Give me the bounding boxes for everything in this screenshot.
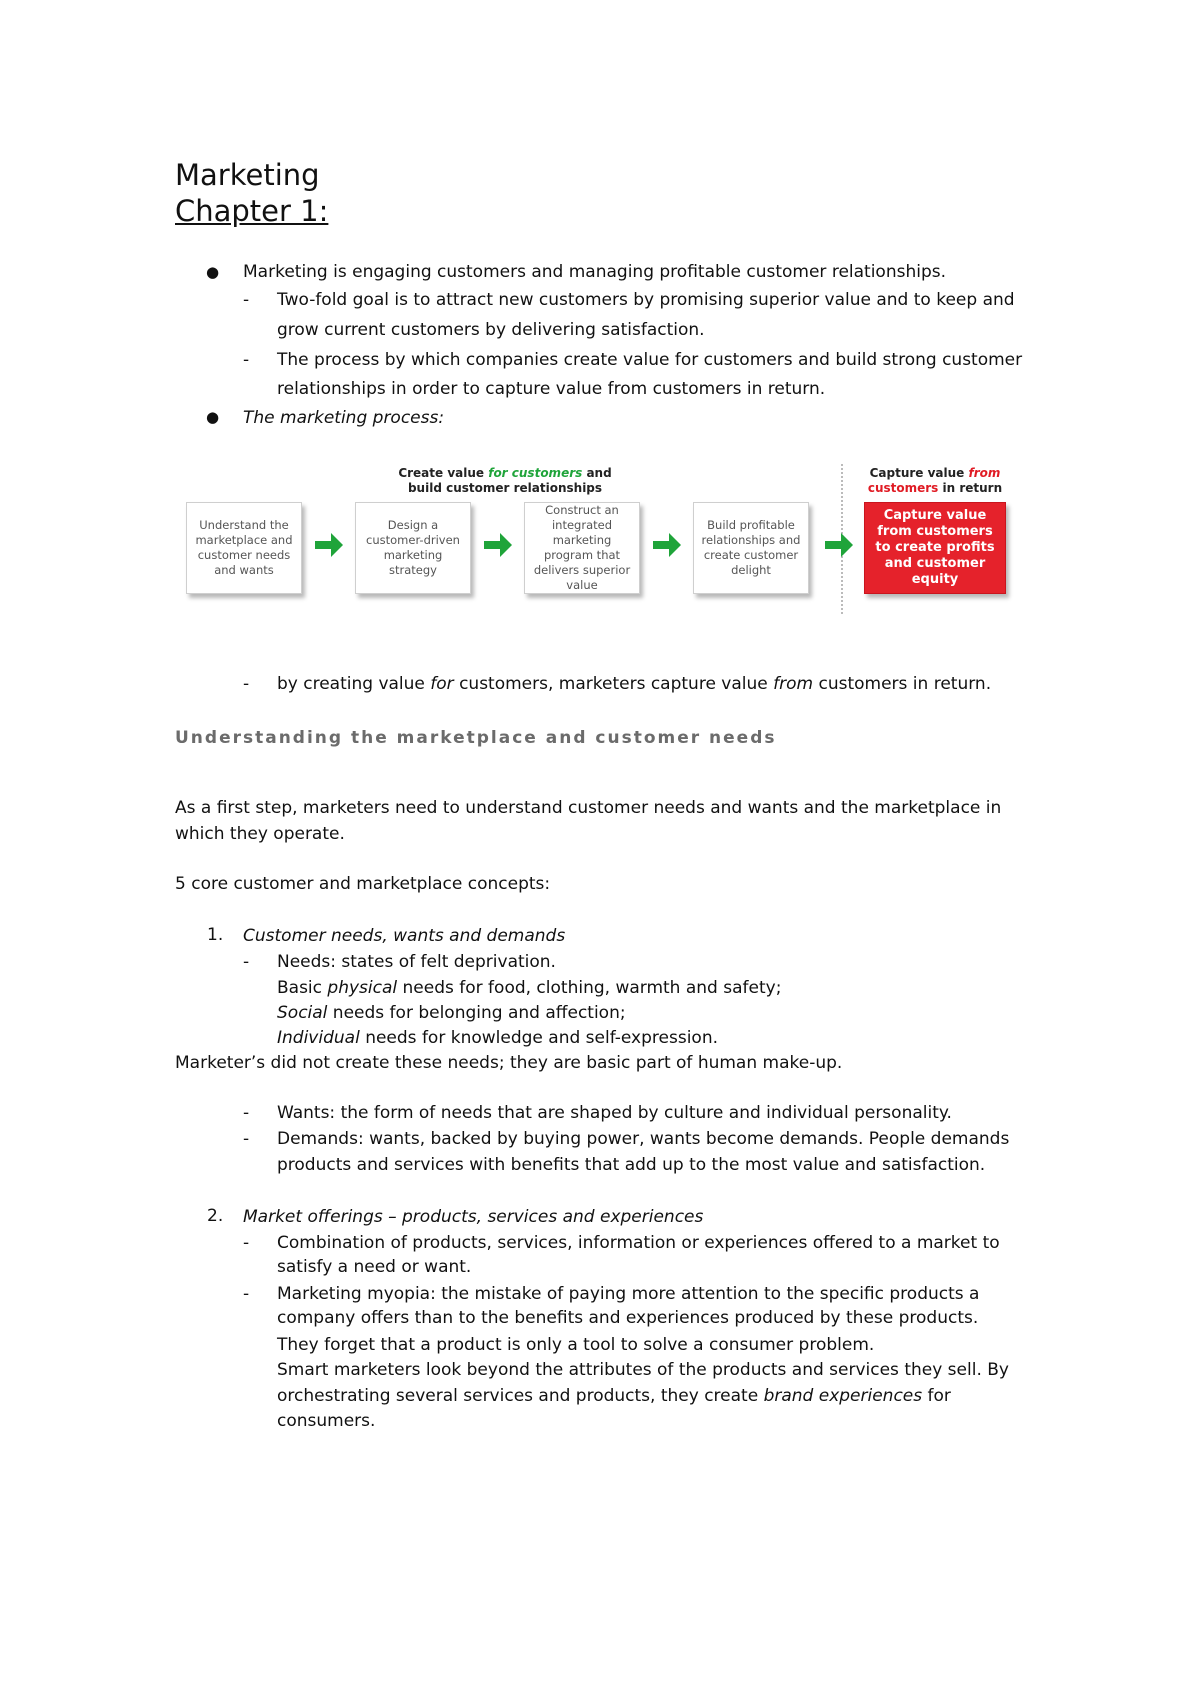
paragraph-text: As a first step, marketers need to understand customer needs and wants and the marketplace in (175, 798, 1002, 818)
dash-marker: - (243, 674, 250, 694)
bullet-dot: ● (206, 263, 220, 281)
sub-item-text: Basic physical needs for food, clothing, warmth and safety; (277, 978, 782, 998)
process-step-build: Build profitable relationships and create customer delight (693, 502, 809, 594)
sub-item-text: orchestrating several services and products, they create brand experiences for (277, 1386, 951, 1406)
process-step-design: Design a customer-driven marketing strategy (355, 502, 471, 594)
sub-item-text: relationships in order to capture value from customers in return. (277, 379, 826, 399)
paragraph-text: 5 core customer and marketplace concepts: (175, 874, 551, 894)
marketing-process-diagram (180, 464, 1020, 626)
dash-marker: - (243, 1129, 250, 1149)
sub-item-text: Needs: states of felt deprivation. (277, 952, 556, 972)
sub-item-text: grow current customers by delivering satisfaction. (277, 320, 705, 340)
list-number: 2. (207, 1206, 224, 1226)
bullet-text: The marketing process: (243, 408, 445, 428)
right-arrow-icon (313, 530, 345, 560)
process-step-understand: Understand the marketplace and customer needs and wants (186, 502, 302, 594)
paragraph-text: Marketer’s did not create these needs; they are basic part of human make-up. (175, 1053, 843, 1073)
process-step-capture: Capture value from customers to create profits and customer equity (864, 502, 1006, 594)
bullet-dot: ● (206, 408, 220, 426)
section-heading: Understanding the marketplace and customer needs (175, 728, 777, 748)
right-arrow-icon (482, 530, 514, 560)
document-title: Marketing (175, 158, 320, 192)
sub-item-text: Wants: the form of needs that are shaped by culture and individual personality. (277, 1103, 952, 1123)
bullet-text: Marketing is engaging customers and managing profitable customer relationships. (243, 262, 947, 282)
right-arrow-icon (651, 530, 683, 560)
dash-marker: - (243, 1284, 250, 1304)
dash-marker: - (243, 1233, 250, 1253)
sub-item-text: satisfy a need or want. (277, 1257, 472, 1277)
dash-marker: - (243, 350, 250, 370)
sub-item-text: Demands: wants, backed by buying power, wants become demands. People demands (277, 1129, 1010, 1149)
sub-item-text: Individual needs for knowledge and self-expression. (277, 1028, 718, 1048)
sub-item-text: Combination of products, services, information or experiences offered to a market to (277, 1233, 1000, 1253)
sub-item-text: products and services with benefits that add up to the most value and satisfaction. (277, 1155, 986, 1175)
list-number: 1. (207, 925, 224, 945)
sub-item-text: by creating value for customers, marketers capture value from customers in return. (277, 674, 992, 694)
dash-marker: - (243, 1103, 250, 1123)
dash-marker: - (243, 290, 250, 310)
sub-item-text: Marketing myopia: the mistake of paying more attention to the specific products a (277, 1284, 980, 1304)
sub-item-text: Social needs for belonging and affection; (277, 1003, 626, 1023)
list-item-title: Customer needs, wants and demands (243, 926, 566, 946)
sub-item-text: The process by which companies create value for customers and build strong customer (277, 350, 1023, 370)
process-step-construct: Construct an integrated marketing program that delivers superior value (524, 502, 640, 594)
chapter-heading: Chapter 1: (175, 194, 329, 228)
sub-item-text: Two-fold goal is to attract new customers by promising superior value and to keep and (277, 290, 1015, 310)
list-item-title: Market offerings – products, services and experiences (243, 1207, 704, 1227)
dash-marker: - (243, 952, 250, 972)
paragraph-text: which they operate. (175, 824, 345, 844)
sub-item-text: Smart marketers look beyond the attributes of the products and services they sell. By (277, 1360, 1009, 1380)
diagram-group-title-create: Create value for customers and build customer relationships (398, 466, 612, 495)
sub-item-text: company offers than to the benefits and experiences produced by these products. (277, 1308, 979, 1328)
diagram-group-title-capture: Capture value from customers in return (867, 466, 1003, 495)
sub-item-text: They forget that a product is only a tool to solve a consumer problem. (277, 1335, 875, 1355)
right-arrow-icon (823, 530, 855, 560)
sub-item-text: consumers. (277, 1411, 376, 1431)
